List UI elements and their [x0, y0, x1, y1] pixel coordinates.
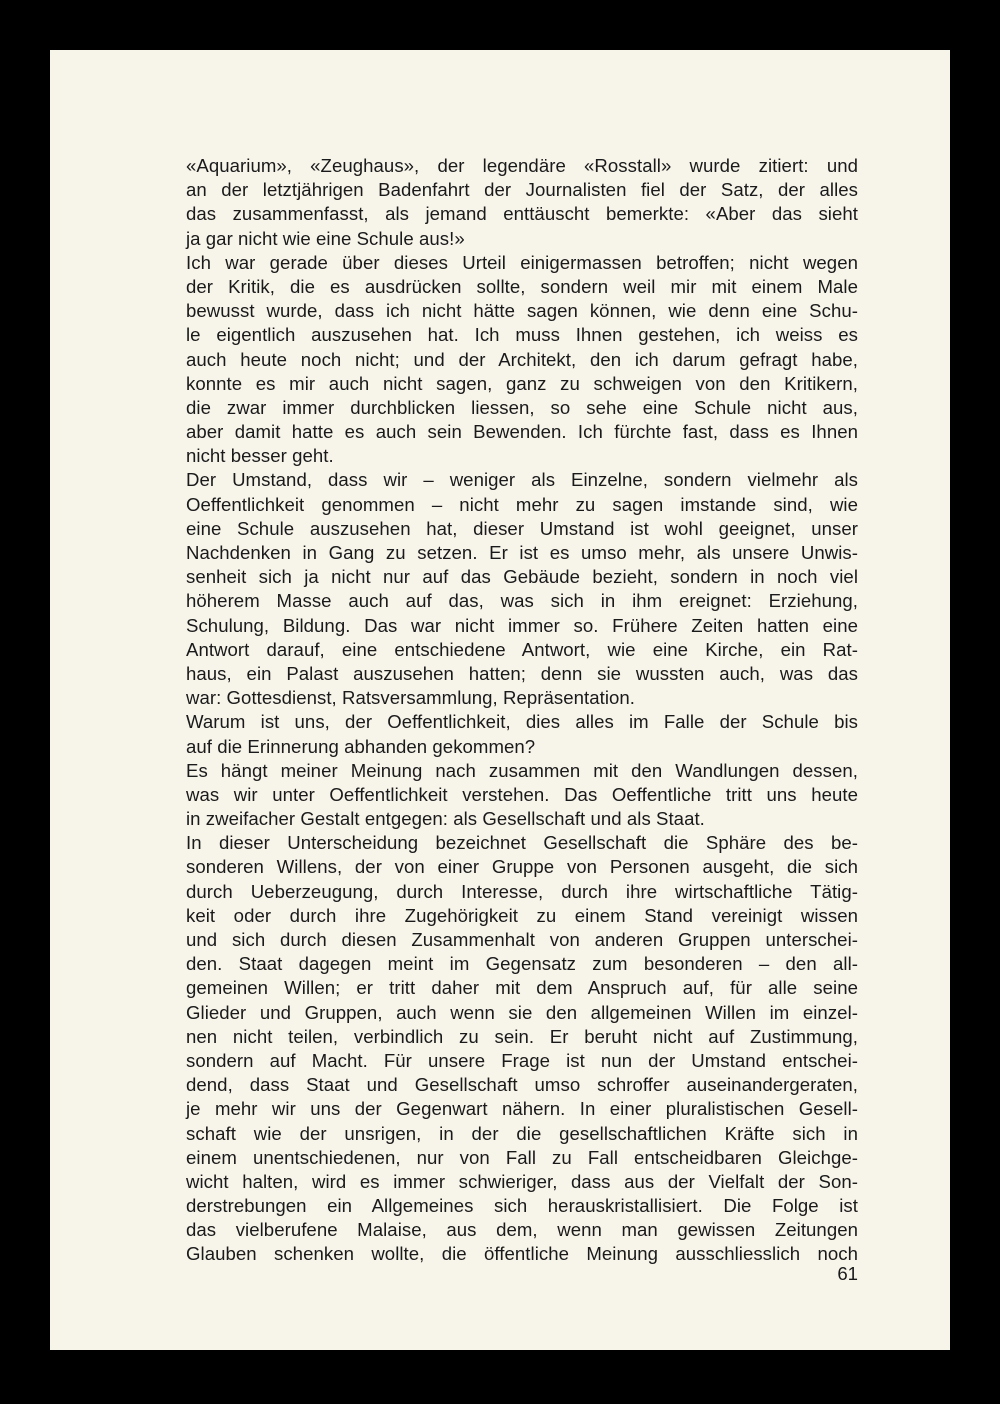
text-line: «Aquarium», «Zeughaus», der legendäre «Rosstall» wurde zitiert: und — [186, 155, 858, 176]
text-line: eine Schule auszusehen hat, dieser Umstand ist wohl geeignet, unser — [186, 517, 858, 539]
text-line: auch heute noch nicht; und der Architekt, den ich darum gefragt habe, — [186, 348, 858, 370]
text-line: Oeffentlichkeit genommen – nicht mehr zu sagen imstande sind, wie — [186, 493, 858, 515]
text-line: auf die Erinnerung abhanden gekommen? — [186, 735, 536, 757]
text-line: an der letztjährigen Badenfahrt der Journalisten fiel der Satz, der alles — [186, 179, 858, 201]
text-line: in zweifacher Gestalt entgegen: als Gesellschaft und als Staat. — [186, 808, 705, 830]
text-line: schaft wie der unsrigen, in der die gesellschaftlichen Kräfte sich in — [186, 1122, 858, 1144]
body-text — [186, 154, 858, 1267]
text-line: Antwort darauf, eine entschiedene Antwort, wie eine Kirche, ein Rat- — [186, 638, 858, 660]
text-line: durch Ueberzeugung, durch Interesse, durch ihre wirtschaftliche Tätig- — [186, 880, 858, 902]
text-line: einem unentschiedenen, nur von Fall zu Fall entscheidbaren Gleichge- — [186, 1146, 858, 1168]
text-line: Glauben schenken wollte, die öffentliche Meinung ausschliesslich noch — [186, 1243, 858, 1265]
text-line: haus, ein Palast auszusehen hatten; denn sie wussten auch, was das — [186, 662, 858, 684]
text-line: Es hängt meiner Meinung nach zusammen mit den Wandlungen dessen, — [186, 759, 858, 781]
text-line: Nachdenken in Gang zu setzen. Er ist es umso mehr, als unsere Unwis- — [186, 542, 858, 563]
text-line: höherem Masse auch auf das, was sich in ihm ereignet: Erziehung, — [186, 590, 858, 612]
text-line: sondern auf Macht. Für unsere Frage ist nun der Umstand entschei- — [186, 1049, 858, 1071]
text-line: nen nicht teilen, verbindlich zu sein. Er beruht nicht auf Zustimmung, — [186, 1025, 858, 1047]
text-line: ja gar nicht wie eine Schule aus!» — [186, 227, 465, 249]
text-line: Ich war gerade über dieses Urteil einigermassen betroffen; nicht wegen — [186, 251, 858, 273]
text-line: war: Gottesdienst, Ratsversammlung, Repräsentation. — [186, 687, 635, 709]
text-line: konnte es mir auch nicht sagen, ganz zu schweigen von den Kritikern, — [186, 372, 858, 394]
page-number: 61 — [837, 1263, 858, 1284]
text-line: das vielberufene Malaise, aus dem, wenn man gewissen Zeitungen — [186, 1219, 858, 1241]
text-line: nicht besser geht. — [186, 445, 334, 467]
text-line: le eigentlich auszusehen hat. Ich muss Ihnen gestehen, ich weiss es — [186, 324, 858, 346]
text-line: derstrebungen ein Allgemeines sich herauskristallisiert. Die Folge ist — [186, 1195, 858, 1217]
text-line: Glieder und Gruppen, auch wenn sie den allgemeinen Willen im einzel- — [186, 1001, 858, 1023]
text-line: bewusst wurde, dass ich nicht hätte sagen können, wie denn eine Schu- — [186, 300, 858, 322]
text-line: dend, dass Staat und Gesellschaft umso schroffer auseinandergeraten, — [186, 1074, 858, 1096]
text-line: den. Staat dagegen meint im Gegensatz zum besonderen – den all- — [186, 953, 858, 975]
text-line: aber damit hatte es auch sein Bewenden. Ich fürchte fast, dass es Ihnen — [186, 421, 858, 443]
text-line: was wir unter Oeffentlichkeit verstehen. Das Oeffentliche tritt uns heute — [186, 783, 858, 805]
text-line: und sich durch diesen Zusammenhalt von anderen Gruppen unterschei- — [186, 929, 858, 950]
text-line: der Kritik, die es ausdrücken sollte, sondern weil mir mit einem Male — [186, 275, 858, 297]
text-line: keit oder durch ihre Zugehörigkeit zu einem Stand vereinigt wissen — [186, 904, 858, 926]
text-line: Der Umstand, dass wir – weniger als Einzelne, sondern vielmehr als — [186, 469, 858, 491]
text-line: wicht halten, wird es immer schwieriger, dass aus der Vielfalt der Son- — [186, 1170, 858, 1192]
text-line: das zusammenfasst, als jemand enttäuscht bemerkte: «Aber das sieht — [186, 203, 858, 225]
text-line: sonderen Willens, der von einer Gruppe von Personen ausgeht, die sich — [186, 856, 858, 878]
text-line: gemeinen Willen; er tritt daher mit dem Anspruch auf, für alle seine — [186, 977, 858, 999]
text-line: je mehr wir uns der Gegenwart nähern. In einer pluralistischen Gesell- — [186, 1098, 858, 1120]
text-line: die zwar immer durchblicken liessen, so sehe eine Schule nicht aus, — [186, 396, 858, 418]
text-line: In dieser Unterscheidung bezeichnet Gesellschaft die Sphäre des be- — [186, 832, 858, 854]
text-line: Schulung, Bildung. Das war nicht immer so. Frühere Zeiten hatten eine — [186, 614, 858, 636]
text-line: Warum ist uns, der Oeffentlichkeit, dies alles im Falle der Schule bis — [186, 711, 858, 733]
text-line: senheit sich ja nicht nur auf das Gebäude bezieht, sondern in noch viel — [186, 566, 858, 588]
